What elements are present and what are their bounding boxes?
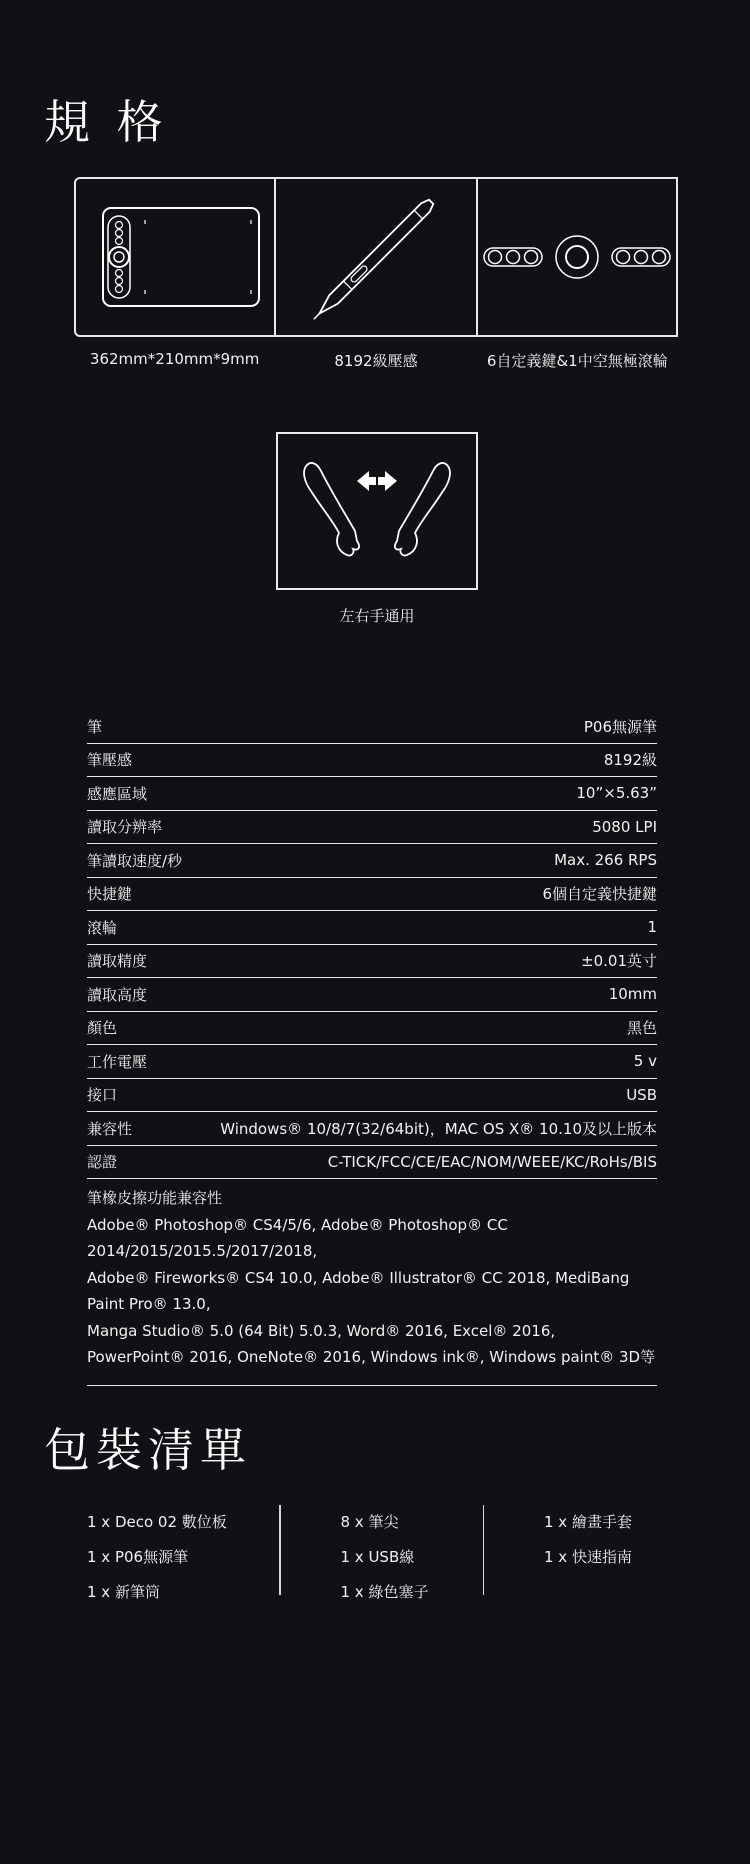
spec-value: ±0.01英寸 <box>581 952 657 971</box>
spec-row <box>87 1112 657 1146</box>
packing-column <box>281 1505 483 1610</box>
spec-label: 接口 <box>87 1086 118 1105</box>
pen-feature-cell <box>274 179 476 335</box>
spec-row <box>87 878 657 912</box>
spec-row <box>87 945 657 979</box>
spec-value: Windows® 10/8/7(32/64bit)，MAC OS X® 10.10及以上版本 <box>220 1119 657 1138</box>
packing-item: 1 x Deco 02 數位板 <box>87 1513 227 1531</box>
left-right-hand-icon <box>297 451 457 571</box>
spec-label: 筆讀取速度/秒 <box>87 851 183 870</box>
spec-label: 筆 <box>87 717 103 736</box>
spec-row <box>87 710 657 744</box>
feature-caption-keys: 6自定義鍵&1中空無極滾輪 <box>486 352 668 370</box>
spec-value: C-TICK/FCC/CE/EAC/NOM/WEEE/KC/RoHs/BIS <box>327 1152 657 1171</box>
spec-value: 6個自定義快捷鍵 <box>542 885 657 904</box>
spec-label: 筆壓感 <box>87 751 133 770</box>
eraser-compatibility-block <box>87 1179 657 1386</box>
feature-captions <box>74 350 678 371</box>
tablet-icon <box>87 204 263 310</box>
packing-item: 8 x 筆尖 <box>340 1513 399 1531</box>
spec-row <box>87 978 657 1012</box>
spec-value: 黑色 <box>626 1019 657 1038</box>
express-keys-feature-cell <box>476 179 676 335</box>
packing-item: 1 x 綠色塞子 <box>340 1583 429 1601</box>
feature-caption-pressure: 8192級壓感 <box>334 352 418 370</box>
spec-row <box>87 744 657 778</box>
packing-column <box>484 1505 632 1610</box>
feature-caption-size: 362mm*210mm*9mm <box>89 350 260 368</box>
feature-icons-row <box>74 177 678 337</box>
spec-row <box>87 1079 657 1113</box>
spec-value: P06無源筆 <box>583 717 657 736</box>
spec-value: Max. 266 RPS <box>554 851 657 870</box>
spec-label: 感應區域 <box>87 784 148 803</box>
spec-label: 滾輪 <box>87 918 118 937</box>
spec-table <box>87 710 657 1386</box>
spec-row <box>87 844 657 878</box>
spec-label: 讀取分辨率 <box>87 818 163 837</box>
compat-label: 筆橡皮擦功能兼容性 <box>87 1189 223 1207</box>
spec-row <box>87 1146 657 1180</box>
spec-row <box>87 1045 657 1079</box>
spec-label: 讀取精度 <box>87 952 148 971</box>
spec-row <box>87 1012 657 1046</box>
tablet-feature-cell <box>76 179 274 335</box>
packing-item: 1 x 快速指南 <box>544 1548 632 1566</box>
packing-list-title: 包裝清單 <box>44 1423 252 1477</box>
compat-line: Manga Studio® 5.0 (64 Bit) 5.0.3, Word® 2016, Excel® 2016, <box>87 1321 556 1340</box>
handedness-box <box>276 432 478 590</box>
spec-label: 快捷鍵 <box>87 885 133 904</box>
packing-column <box>87 1505 279 1610</box>
packing-item: 1 x USB線 <box>340 1548 415 1566</box>
spec-label: 工作電壓 <box>87 1052 148 1071</box>
express-keys-icon <box>482 227 672 287</box>
packing-item: 1 x 新筆筒 <box>87 1583 160 1601</box>
compat-line: PowerPoint® 2016, OneNote® 2016, Windows ink®, Windows paint® 3D等 <box>87 1348 656 1366</box>
spec-row <box>87 811 657 845</box>
packing-item: 1 x P06無源筆 <box>87 1548 189 1566</box>
spec-section-title: 規 格 <box>44 95 169 149</box>
spec-label: 讀取高度 <box>87 985 148 1004</box>
spec-row <box>87 911 657 945</box>
compat-line: Adobe® Photoshop® CS4/5/6, Adobe® Photoshop® CC 2014/2015/2015.5/2017/2018, <box>87 1215 508 1260</box>
compat-line: Adobe® Fireworks® CS4 10.0, Adobe® Illustrator® CC 2018, MediBang Paint Pro® 13.0, <box>87 1268 630 1313</box>
spec-value: 10”×5.63” <box>576 784 657 803</box>
spec-value: 8192級 <box>603 751 657 770</box>
handedness-caption: 左右手通用 <box>339 607 415 625</box>
spec-value: 5 v <box>633 1052 657 1071</box>
spec-value: USB <box>626 1085 657 1104</box>
pen-icon <box>276 179 476 335</box>
spec-label: 兼容性 <box>87 1119 133 1138</box>
spec-row <box>87 777 657 811</box>
spec-value: 1 <box>647 918 657 937</box>
packing-item: 1 x 繪畫手套 <box>544 1513 632 1531</box>
packing-list <box>87 1505 657 1610</box>
spec-label: 顏色 <box>87 1019 118 1038</box>
spec-value: 10mm <box>608 985 657 1004</box>
spec-value: 5080 LPI <box>592 817 657 836</box>
spec-label: 認證 <box>87 1153 118 1172</box>
